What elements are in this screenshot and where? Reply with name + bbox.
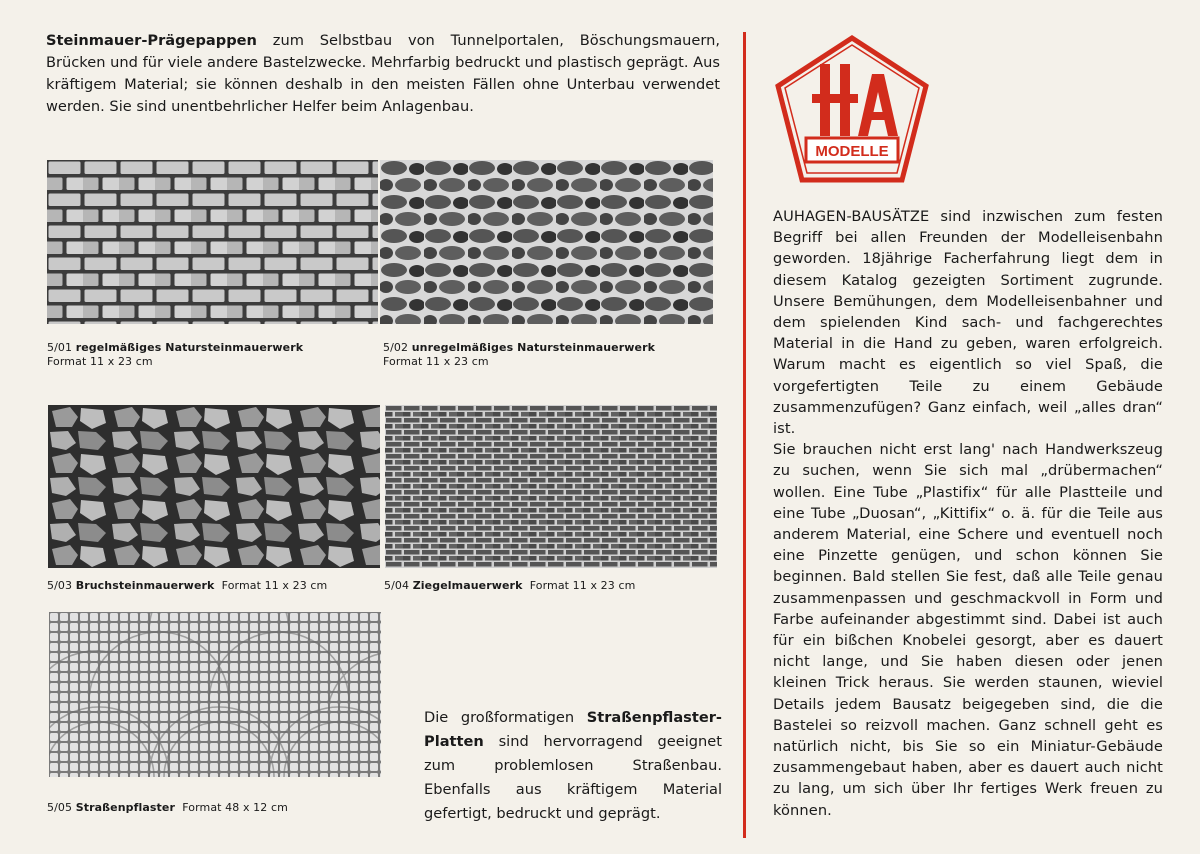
caption-code: 5/01 bbox=[47, 341, 73, 354]
paving-bold-title: Straßenpflaster-Platten bbox=[424, 709, 722, 750]
sample-image-5-01 bbox=[47, 160, 378, 324]
irregular-stone-wall-texture bbox=[380, 160, 713, 324]
auhagen-logo bbox=[772, 34, 932, 188]
description-text bbox=[773, 206, 1163, 821]
caption-format: Format 11 x 23 cm bbox=[221, 579, 328, 592]
caption-name: Bruchsteinmauerwerk bbox=[75, 579, 215, 592]
caption-code: 5/03 bbox=[47, 579, 73, 592]
intro-bold-title: Steinmauer-Prägepappen bbox=[46, 32, 257, 49]
sample-image-5-02 bbox=[380, 160, 713, 324]
caption-format: Format 11 x 23 cm bbox=[383, 355, 489, 368]
caption-5-05 bbox=[47, 801, 288, 815]
sample-image-5-03 bbox=[48, 405, 380, 568]
description-paragraph-2: Sie brauchen nicht erst lang' nach Handwerkszeug zu suchen, wenn Sie sich mal „drübermachen“ wollen. Eine Tube „Plastifix“ für alle Plastteile und eine Tube „Duosan“, „Kittifix“ o. ä. für die Teile aus anderem Material, eine Schere und eventuell noch eine Pinzette genügen, und schon können Sie beginnen. Bald stellen Sie fest, daß alle Teile genau zusammenpassen und geschmackvoll in Form und Farbe aufeinander abgestimmt sind. Dabei ist auch für ein bißchen Knobelei gesorgt, aber es dauert nicht lange, und Sie haben diesen oder jenen kleinen Trick heraus. Sie werden staunen, wieviel Details jedem Bausatz beigegeben sind, die die Bastelei so reizvoll machen. Ganz schnell geht es natürlich nicht, bis Sie so ein Miniatur-Gebäude zusammengebaut haben, aber es dauert auch nicht zu lang, um sich über Ihr fertiges Werk freuen zu können. bbox=[773, 441, 1163, 819]
logo-text: MODELLE bbox=[815, 143, 889, 160]
caption-5-03 bbox=[47, 579, 327, 593]
paving-description bbox=[424, 706, 722, 826]
caption-5-04 bbox=[384, 579, 635, 593]
caption-name: unregelmäßiges Natursteinmauerwerk bbox=[411, 341, 656, 354]
caption-format: Format 11 x 23 cm bbox=[529, 579, 636, 592]
caption-code: 5/05 bbox=[47, 801, 73, 814]
caption-5-01 bbox=[47, 341, 303, 369]
rubble-stone-wall-texture bbox=[48, 405, 380, 568]
caption-name: Ziegelmauerwerk bbox=[412, 579, 523, 592]
regular-stone-wall-texture bbox=[47, 160, 378, 324]
intro-text: zum Selbstbau von Tunnelportalen, Böschungsmauern, Brücken und für viele andere Bastelzwecke. Mehrfarbig bedruckt und plastisch geprägt. Aus kräftigem Material; sie können deshalb in den meisten Fällen ohne Unterbau verwendet werden. Sie sind unentbehrlicher Helfer beim Anlagenbau. bbox=[46, 32, 720, 115]
caption-name: Straßenpflaster bbox=[75, 801, 175, 814]
paving-text-post: sind hervorragend geeignet zum problemlosen Straßenbau. Ebenfalls aus kräftigem Material gefertigt, bedruckt und geprägt. bbox=[424, 733, 722, 822]
description-paragraph-1: AUHAGEN-BAUSÄTZE sind inzwischen zum festen Begriff bei allen Freunden der Modelleisenbahn geworden. 18jährige Facherfahrung liegt dem in diesem Katalog gezeigten Sortiment zugrunde. Unsere Bemühungen, dem Modelleisenbahner und dem spielenden Kind sach- und fachgerechtes Material in die Hand zu geben, waren erfolgreich. Warum macht es eigentlich so viel Spaß, die vorgefertigten Teile zu einem Gebäude zusammenzufügen? Ganz einfach, weil „alles dran“ ist. bbox=[773, 208, 1163, 438]
caption-format: Format 48 x 12 cm bbox=[182, 801, 288, 814]
red-divider-line bbox=[743, 32, 746, 838]
sample-image-5-05 bbox=[49, 612, 381, 777]
caption-code: 5/02 bbox=[383, 341, 409, 354]
caption-5-02 bbox=[383, 341, 655, 369]
paving-text-pre: Die großformatigen bbox=[424, 709, 587, 726]
intro-paragraph bbox=[46, 30, 720, 118]
caption-code: 5/04 bbox=[384, 579, 410, 592]
cobblestone-paving-texture bbox=[49, 612, 381, 777]
brick-wall-texture bbox=[385, 405, 717, 568]
caption-format: Format 11 x 23 cm bbox=[47, 355, 153, 368]
sample-image-5-04 bbox=[385, 405, 717, 568]
caption-name: regelmäßiges Natursteinmauerwerk bbox=[75, 341, 304, 354]
